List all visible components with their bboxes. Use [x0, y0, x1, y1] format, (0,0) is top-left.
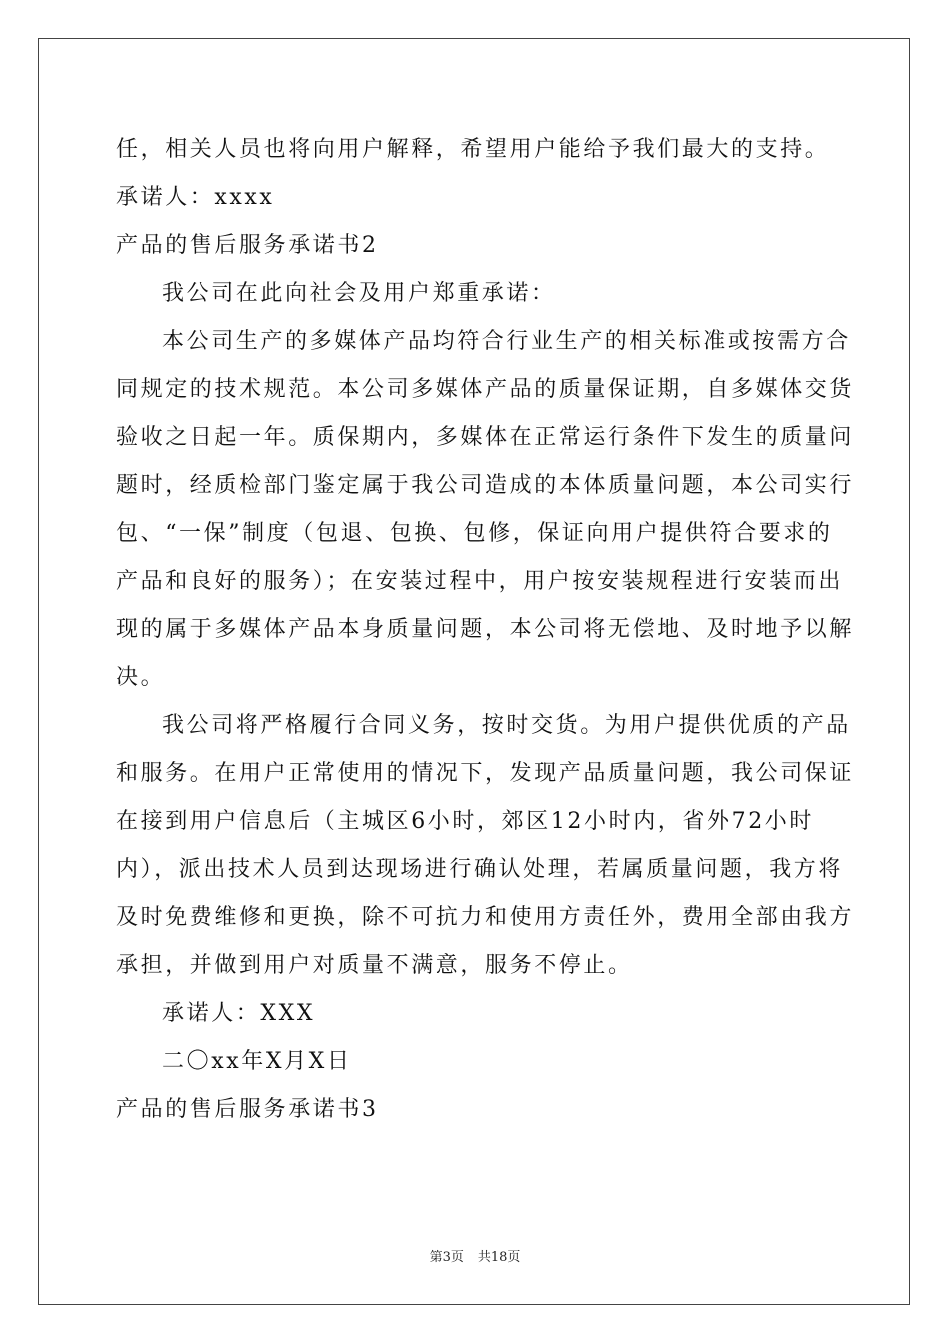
paragraph-line: 产品和良好的服务）；在安装过程中，用户按安装规程进行安装而出 — [116, 569, 844, 594]
paragraph-line: 包、“一保”制度（包退、包换、包修，保证向用户提供符合要求的 — [116, 521, 833, 546]
paragraph-line: 本公司生产的多媒体产品均符合行业生产的相关标准或按需方合 — [162, 329, 851, 354]
page-number: 第3页 — [429, 1250, 464, 1265]
document-body — [116, 126, 855, 1134]
paragraph-line: 同规定的技术规范。本公司多媒体产品的质量保证期，自多媒体交货 — [116, 377, 855, 402]
section-heading: 产品的售后服务承诺书2 — [116, 233, 379, 258]
paragraph-line: 决。 — [116, 665, 166, 690]
paragraph-line: 和服务。在用户正常使用的情况下，发现产品质量问题，我公司保证 — [116, 761, 855, 786]
paragraph-line: 现的属于多媒体产品本身质量问题，本公司将无偿地、及时地予以解 — [116, 617, 855, 642]
page-total: 共18页 — [477, 1250, 521, 1265]
signatory-line: 承诺人：xxxx — [116, 185, 275, 210]
date-line: 二〇xx年X月X日 — [162, 1049, 352, 1074]
signatory-line: 承诺人：XXX — [162, 1001, 316, 1026]
page-footer — [0, 1246, 950, 1265]
paragraph-line: 内），派出技术人员到达现场进行确认处理，若属质量问题，我方将 — [116, 857, 844, 882]
paragraph-line: 我公司将严格履行合同义务，按时交货。为用户提供优质的产品 — [162, 713, 851, 738]
paragraph-line: 我公司在此向社会及用户郑重承诺： — [162, 281, 556, 306]
paragraph-line: 验收之日起一年。质保期内，多媒体在正常运行条件下发生的质量问 — [116, 425, 855, 450]
paragraph-line: 题时，经质检部门鉴定属于我公司造成的本体质量问题，本公司实行 — [116, 473, 855, 498]
section-heading: 产品的售后服务承诺书3 — [116, 1097, 379, 1122]
paragraph-line: 在接到用户信息后（主城区6小时，郊区12小时内，省外72小时 — [116, 809, 814, 834]
paragraph-line: 及时免费维修和更换，除不可抗力和使用方责任外，费用全部由我方 — [116, 905, 855, 930]
paragraph-line: 任，相关人员也将向用户解释，希望用户能给予我们最大的支持。 — [116, 137, 830, 162]
paragraph-line: 承担，并做到用户对质量不满意，服务不停止。 — [116, 953, 633, 978]
